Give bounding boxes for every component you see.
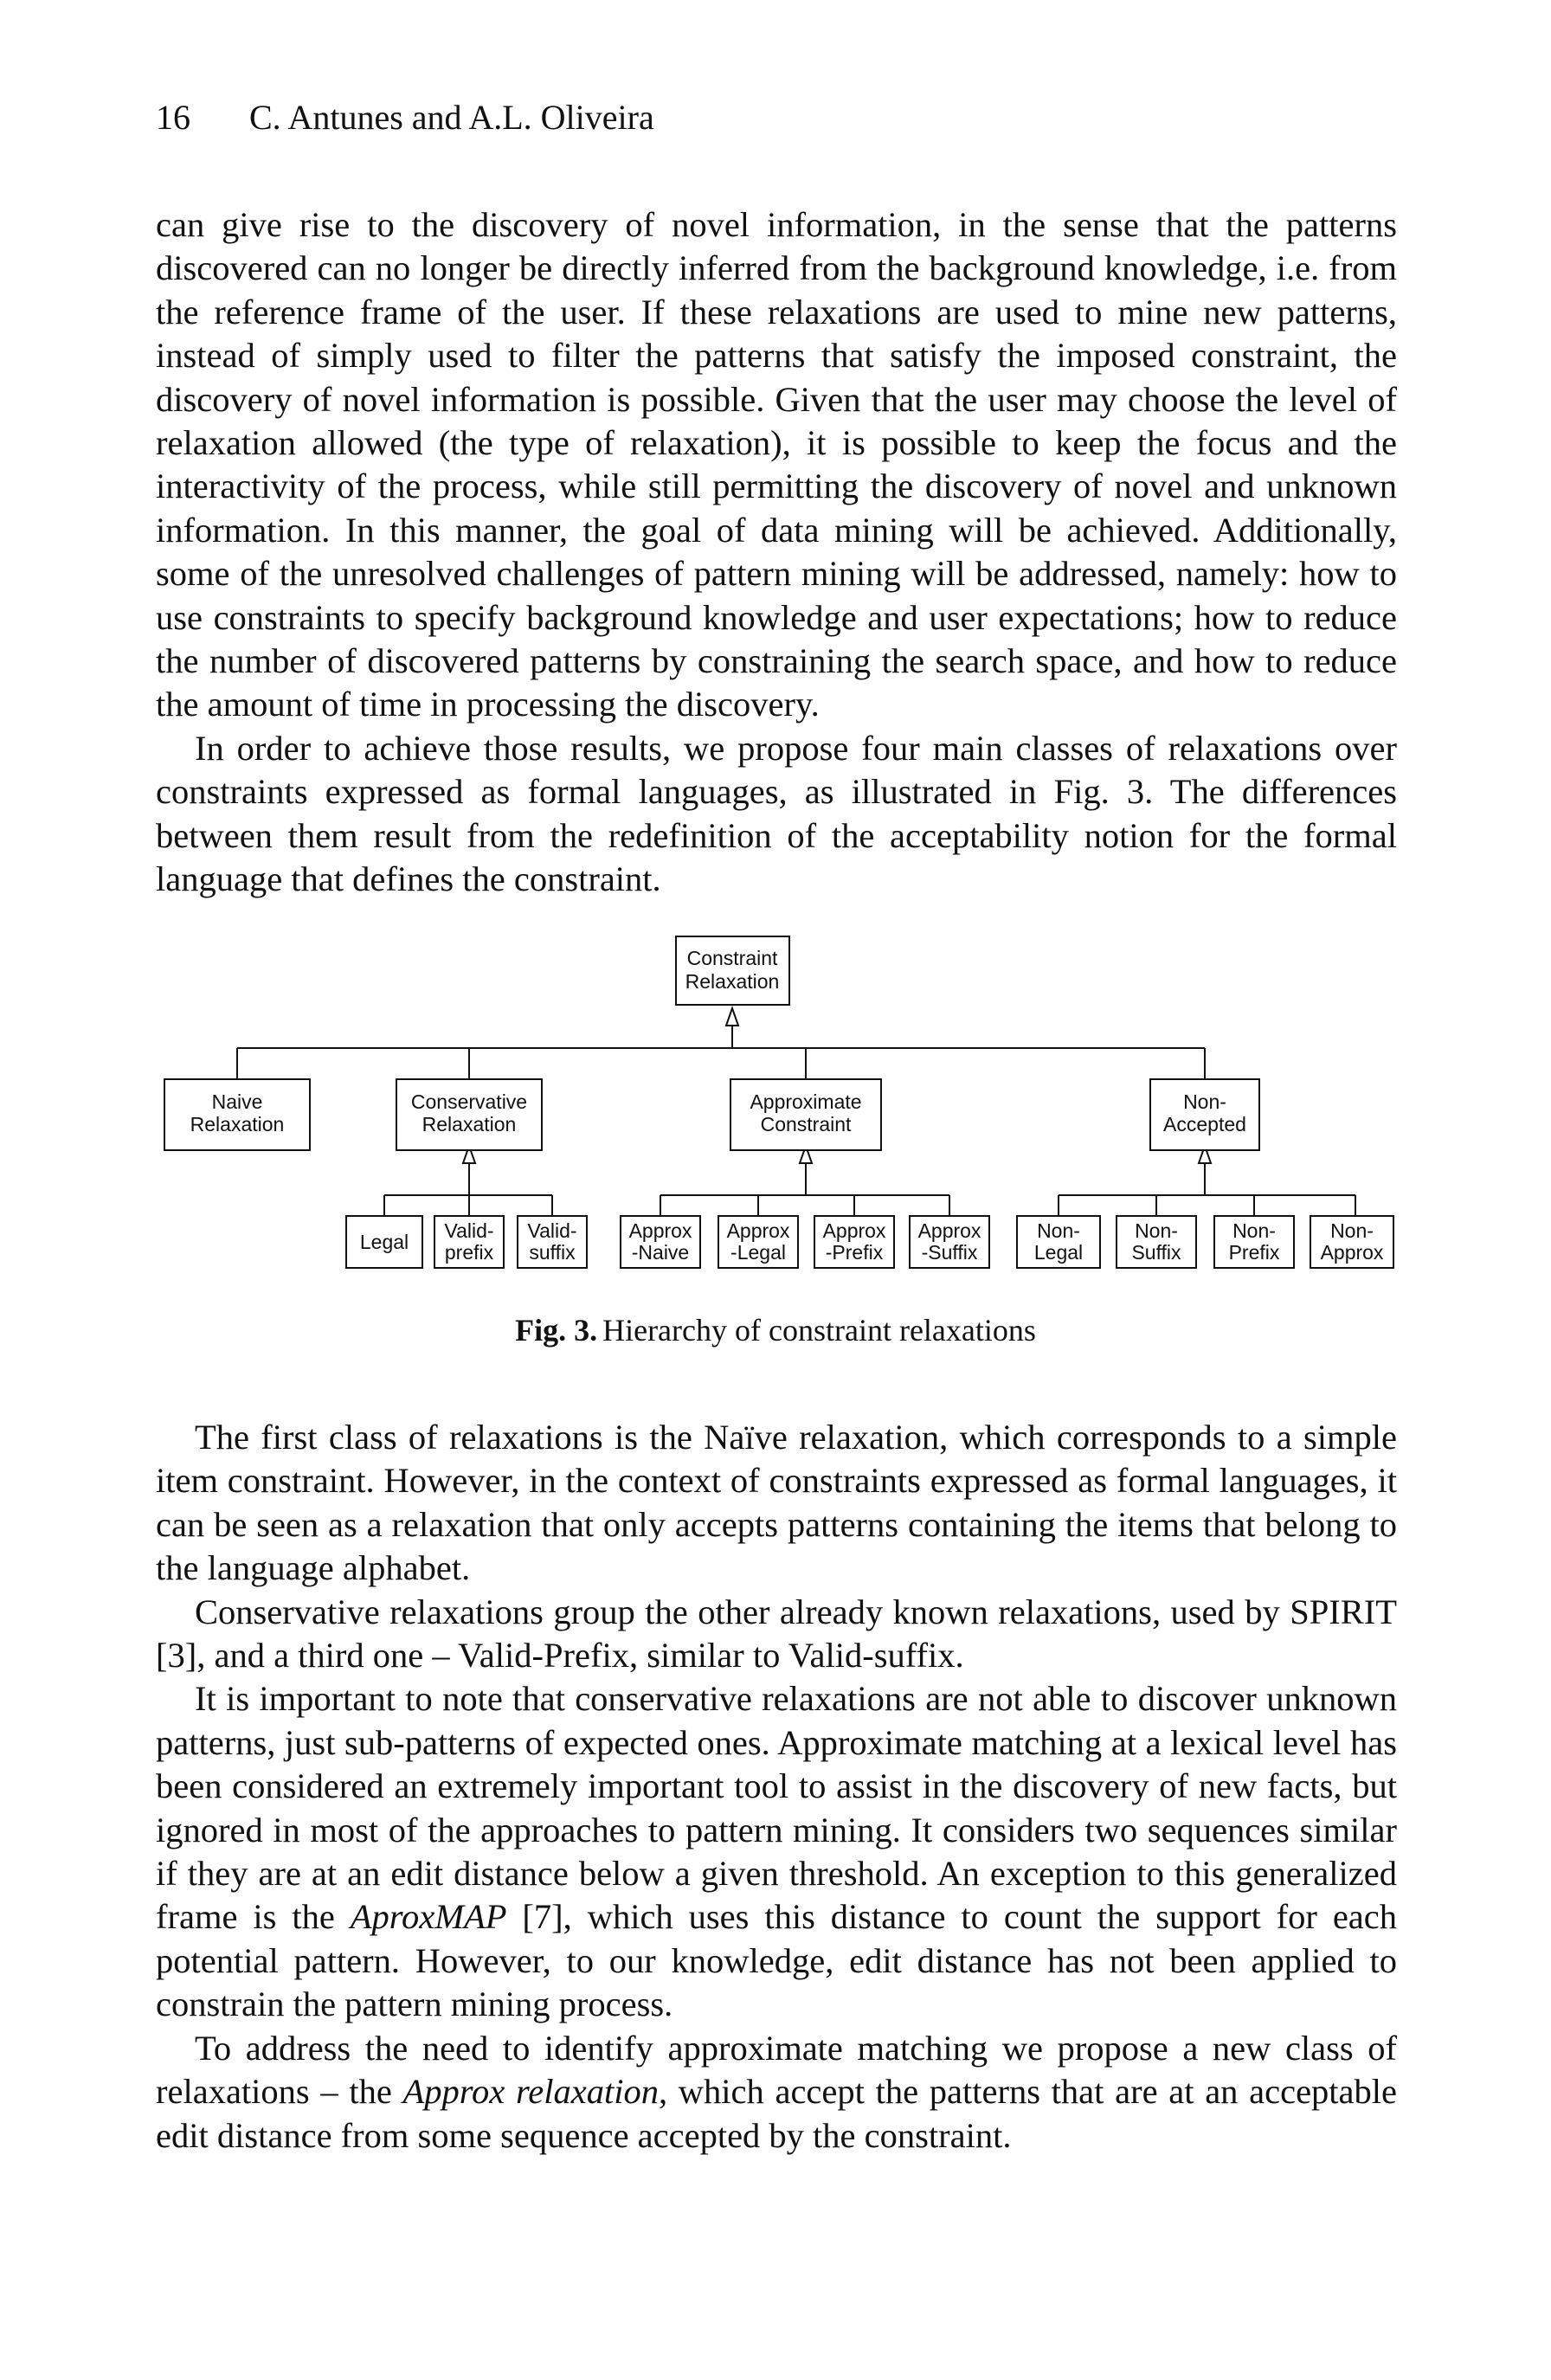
node-label-line1: Non- bbox=[1183, 1090, 1226, 1113]
page-number: 16 bbox=[156, 98, 190, 137]
node-label-line2: Relaxation bbox=[422, 1113, 517, 1135]
figure-caption bbox=[0, 1312, 1551, 1348]
leaf-label-line2: Approx bbox=[1320, 1241, 1384, 1264]
paragraph: Conservative relaxations group the other already known relaxations, used by SPIRIT [3], and a third one – Valid-Prefix, similar to Valid-suffix. bbox=[156, 1592, 1397, 1676]
paragraph bbox=[156, 2027, 1397, 2158]
leaf-label-line2: Legal bbox=[1033, 1241, 1084, 1264]
leaf-label-line2: -Naive bbox=[631, 1241, 690, 1264]
node-label-line2: Constraint bbox=[760, 1113, 852, 1135]
leaf-label-line2: -Suffix bbox=[921, 1241, 978, 1264]
leaf-approx-prefix bbox=[814, 1216, 894, 1268]
leaf-legal bbox=[346, 1216, 422, 1268]
inheritance-arrow-root bbox=[726, 1008, 738, 1026]
paragraph: In order to achieve those results, we propose four main classes of relaxations over constraints expressed as formal languages, as illustrated in Fig. 3. The differences between them result from the redefinition of the acceptability notion for the formal language that defines the constraint. bbox=[156, 728, 1397, 899]
node-conservative-relaxation bbox=[396, 1079, 542, 1150]
leaf-label-line1: Valid- bbox=[444, 1219, 494, 1242]
leaf-label-line1: Non- bbox=[1232, 1219, 1276, 1242]
leaf-approx-suffix bbox=[910, 1216, 989, 1268]
leaf-valid-prefix bbox=[434, 1216, 504, 1268]
leaf-approx-legal bbox=[718, 1216, 798, 1268]
caption-text: Hierarchy of constraint relaxations bbox=[602, 1313, 1036, 1348]
leaf-label-line1: Approx bbox=[628, 1219, 692, 1242]
node-label-line1: Constraint bbox=[686, 947, 778, 969]
leaf-label-line2: Suffix bbox=[1131, 1241, 1181, 1264]
node-approximate-constraint bbox=[730, 1079, 881, 1150]
leaf-non-approx bbox=[1310, 1216, 1393, 1268]
body-text-bottom bbox=[156, 1416, 1397, 2158]
figure-hierarchy-diagram bbox=[156, 930, 1397, 1277]
leaf-label-line2: suffix bbox=[529, 1241, 576, 1264]
leaf-non-suffix bbox=[1117, 1216, 1196, 1268]
leaf-label-line1: Non- bbox=[1135, 1219, 1178, 1242]
node-label-line1: Approximate bbox=[750, 1090, 862, 1113]
leaf-label-line1: Non- bbox=[1037, 1219, 1080, 1242]
paragraph: The first class of relaxations is the Naïve relaxation, which corresponds to a simple item constraint. However, in the context of constraints expressed as formal languages, it can be seen as a relaxation that only accepts patterns containing the items that belong to the language alphabet. bbox=[156, 1418, 1397, 1588]
node-label-line1: Conservative bbox=[410, 1090, 528, 1113]
node-non-accepted bbox=[1150, 1079, 1259, 1150]
emphasis-approx-relaxation: Approx relaxation bbox=[402, 2072, 659, 2112]
leaf-approx-naive bbox=[621, 1216, 700, 1268]
node-label-line1: Naive bbox=[211, 1090, 263, 1113]
leaf-label-line2: prefix bbox=[444, 1241, 494, 1264]
text-run: To address the need to identify approximate matching we propose a new class of relaxations – the bbox=[156, 2028, 1397, 2112]
leaf-label-line1: Valid- bbox=[527, 1219, 577, 1242]
leaf-valid-suffix bbox=[518, 1216, 587, 1268]
leaf-label-line1: Approx bbox=[917, 1219, 981, 1242]
paragraph bbox=[156, 1677, 1397, 2026]
leaf-non-legal bbox=[1017, 1216, 1100, 1268]
node-label-line2: Relaxation bbox=[685, 970, 780, 993]
body-text-top bbox=[156, 203, 1397, 902]
node-constraint-relaxation bbox=[676, 936, 789, 1005]
node-label-line2: Accepted bbox=[1163, 1113, 1246, 1135]
leaf-non-prefix bbox=[1214, 1216, 1294, 1268]
text-run: [7], which uses this distance to count the support for each potential pattern. However, to our knowledge, edit distance has not been applied to constrain the pattern mining process. bbox=[156, 1897, 1398, 2024]
paragraph-continued: can give rise to the discovery of novel information, in the sense that the patterns discovered can no longer be directly inferred from the background knowledge, i.e. from the reference frame of the user. If these relaxations are used to mine new patterns, instead of simply used to filter the patterns that satisfy the imposed constraint, the discovery of novel information is possible. Given that the user may choose the level of relaxation allowed (the type of relaxation), it is possible to keep the focus and the interactivity of the process, while still permitting the discovery of novel and unknown information. In this manner, the goal of data mining will be achieved. Additionally, some of the unresolved challenges of pattern mining will be addressed, namely: how to use constraints to specify background knowledge and user expectations; how to reduce the number of discovered patterns by constraining the search space, and how to reduce the amount of time in processing the discovery. bbox=[156, 205, 1397, 724]
text-run: , which accept the patterns that are at an acceptable edit distance from some sequence accepted by the constraint. bbox=[156, 2072, 1397, 2155]
text-run: It is important to note that conservative relaxations are not able to discover unknown patterns, just sub-patterns of expected ones. Approximate matching at a lexical level has been considered an extremely important tool to assist in the discovery of new facts, but ignored in most of the approaches to pattern mining. It considers two sequences similar if they are at an edit distance below a given threshold. An exception to this generalized frame is the bbox=[156, 1679, 1397, 1937]
leaf-label-line1: Approx bbox=[726, 1219, 790, 1242]
running-header bbox=[156, 97, 654, 138]
leaf-label-line1: Non- bbox=[1330, 1219, 1374, 1242]
node-naive-relaxation bbox=[164, 1079, 310, 1150]
leaf-label-line2: Prefix bbox=[1228, 1241, 1280, 1264]
hierarchy-diagram bbox=[156, 930, 1397, 1277]
author-names: C. Antunes and A.L. Oliveira bbox=[249, 98, 654, 137]
leaf-label-line1: Legal bbox=[359, 1231, 409, 1253]
leaf-label-line2: -Prefix bbox=[825, 1241, 884, 1264]
leaf-label-line1: Approx bbox=[822, 1219, 886, 1242]
emphasis-aproxmap: AproxMAP bbox=[350, 1897, 507, 1937]
node-label-line2: Relaxation bbox=[190, 1113, 285, 1135]
leaf-label-line2: -Legal bbox=[730, 1241, 786, 1264]
caption-label: Fig. 3. bbox=[515, 1313, 598, 1348]
